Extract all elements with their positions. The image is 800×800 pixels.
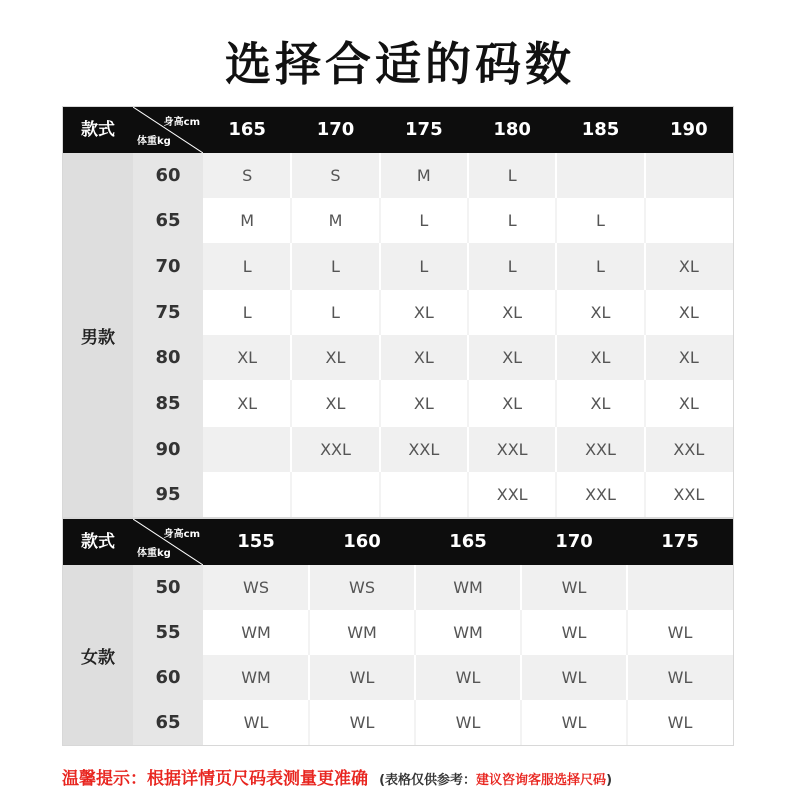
size-cell: L xyxy=(242,303,252,322)
size-cell: XL xyxy=(413,303,434,322)
column-divider xyxy=(520,655,522,700)
column-divider xyxy=(379,427,381,472)
column-divider xyxy=(379,290,381,335)
size-cell: S xyxy=(330,166,341,185)
column-divider xyxy=(467,335,469,380)
column-divider xyxy=(379,335,381,380)
men-size-table xyxy=(62,106,734,518)
header-style-label: 款式 xyxy=(81,120,115,140)
size-cell: WS xyxy=(349,578,375,597)
height-header-2: 165 xyxy=(449,531,487,552)
column-divider xyxy=(290,243,292,290)
women-header-row xyxy=(63,519,733,565)
column-divider xyxy=(290,290,292,335)
column-divider xyxy=(467,380,469,427)
footer-note-open: (表格仅供参考： xyxy=(379,773,477,788)
header-weight-label: 体重kg xyxy=(137,548,171,559)
column-divider xyxy=(520,700,522,745)
column-divider xyxy=(626,700,628,745)
size-cell: XXL xyxy=(585,485,616,504)
size-cell: WL xyxy=(561,578,587,597)
size-cell: M xyxy=(416,166,431,185)
size-cell: XXL xyxy=(585,440,616,459)
size-cell: WL xyxy=(349,713,375,732)
weight-cell: 75 xyxy=(155,302,181,323)
size-cell xyxy=(203,472,291,517)
weight-cell: 60 xyxy=(155,667,181,688)
height-header-3: 170 xyxy=(555,531,593,552)
column-divider xyxy=(644,153,646,198)
footer-tip-text: 温馨提示：根据详情页尺码表测量更准确 xyxy=(62,769,368,789)
size-cell: L xyxy=(242,257,252,276)
table-row xyxy=(203,153,733,198)
size-cell: L xyxy=(507,166,517,185)
column-divider xyxy=(626,655,628,700)
column-divider xyxy=(555,335,557,380)
weight-cell: 65 xyxy=(155,210,181,231)
women-size-table xyxy=(62,518,734,746)
size-cell: XL xyxy=(237,348,258,367)
size-cell: WL xyxy=(243,713,269,732)
size-cell xyxy=(645,198,733,243)
size-cell xyxy=(291,472,379,517)
size-cell: XL xyxy=(678,303,699,322)
weight-cell: 50 xyxy=(155,577,181,598)
column-divider xyxy=(379,153,381,198)
column-divider xyxy=(414,700,416,745)
column-divider xyxy=(644,198,646,243)
size-cell: XL xyxy=(502,394,523,413)
size-cell: XXL xyxy=(496,440,528,459)
table-row xyxy=(203,610,733,655)
size-cell: M xyxy=(328,211,343,230)
size-cell: L xyxy=(507,211,517,230)
size-cell: WL xyxy=(561,668,587,687)
table-row xyxy=(203,198,733,243)
column-divider xyxy=(308,565,310,610)
size-cell: XL xyxy=(237,394,258,413)
table-row xyxy=(203,565,733,610)
weight-cell: 55 xyxy=(155,622,181,643)
column-divider xyxy=(644,290,646,335)
size-cell: WM xyxy=(347,623,377,642)
size-cell: WL xyxy=(349,668,375,687)
column-divider xyxy=(414,565,416,610)
footer-note-advice: 建议咨询客服选择尺码 xyxy=(476,773,607,788)
size-cell xyxy=(627,565,733,610)
header-height-label: 身高cm xyxy=(163,529,200,540)
size-cell xyxy=(380,472,468,517)
column-divider xyxy=(467,198,469,243)
column-divider xyxy=(467,243,469,290)
size-cell: WL xyxy=(561,713,587,732)
height-header-1: 160 xyxy=(343,531,381,552)
men-weight-column xyxy=(133,153,203,517)
table-row xyxy=(203,290,733,335)
size-cell: XXL xyxy=(673,485,705,504)
column-divider xyxy=(644,335,646,380)
column-divider xyxy=(379,243,381,290)
size-cell: L xyxy=(331,303,340,322)
column-divider xyxy=(644,380,646,427)
column-divider xyxy=(414,655,416,700)
header-height-label: 身高cm xyxy=(163,117,200,128)
height-header-1: 170 xyxy=(316,119,355,140)
column-divider xyxy=(290,335,292,380)
height-header-0: 155 xyxy=(237,531,275,552)
height-header-4: 185 xyxy=(581,119,620,140)
column-divider xyxy=(555,427,557,472)
column-divider xyxy=(308,655,310,700)
height-header-4: 175 xyxy=(661,531,699,552)
height-header-0: 165 xyxy=(228,119,266,140)
column-divider xyxy=(520,610,522,655)
column-divider xyxy=(467,427,469,472)
table-row xyxy=(203,472,733,517)
size-cell: M xyxy=(240,211,255,230)
height-header-5: 190 xyxy=(670,119,708,140)
size-cell: WL xyxy=(667,713,693,732)
column-divider xyxy=(626,610,628,655)
table-row xyxy=(203,243,733,290)
size-cell: L xyxy=(596,257,605,276)
size-cell: L xyxy=(507,257,517,276)
column-divider xyxy=(379,472,381,517)
women-weight-column xyxy=(133,565,203,745)
column-divider xyxy=(644,243,646,290)
column-divider xyxy=(555,243,557,290)
size-cell: WM xyxy=(453,578,483,597)
column-divider xyxy=(644,427,646,472)
size-cell: XL xyxy=(678,394,699,413)
header-diagonal-cell xyxy=(133,519,203,565)
weight-cell: 95 xyxy=(155,484,181,505)
size-cell: WL xyxy=(667,668,693,687)
size-cell: XL xyxy=(413,348,434,367)
size-cell: XL xyxy=(590,303,611,322)
size-cell: L xyxy=(419,211,429,230)
weight-cell: 60 xyxy=(155,165,181,186)
column-divider xyxy=(555,198,557,243)
size-cell: WM xyxy=(453,623,483,642)
size-cell: S xyxy=(242,166,253,185)
weight-cell: 80 xyxy=(155,347,181,368)
footer-tip xyxy=(62,764,782,789)
size-cell: XL xyxy=(678,348,699,367)
size-cell: XL xyxy=(325,394,346,413)
size-cell: WM xyxy=(241,668,271,687)
size-cell xyxy=(645,153,733,198)
column-divider xyxy=(555,472,557,517)
size-cell: XL xyxy=(590,394,611,413)
weight-cell: 70 xyxy=(155,256,181,277)
size-cell: XL xyxy=(678,257,699,276)
weight-cell: 85 xyxy=(155,393,181,414)
size-cell: L xyxy=(331,257,340,276)
women-category-label: 女款 xyxy=(63,565,133,745)
column-divider xyxy=(290,380,292,427)
column-divider xyxy=(308,610,310,655)
column-divider xyxy=(555,153,557,198)
column-divider xyxy=(467,290,469,335)
column-divider xyxy=(290,198,292,243)
weight-cell: 90 xyxy=(155,439,181,460)
column-divider xyxy=(644,472,646,517)
table-row xyxy=(203,380,733,427)
size-cell: WM xyxy=(241,623,271,642)
size-cell xyxy=(556,153,644,198)
table-row xyxy=(203,427,733,472)
column-divider xyxy=(379,198,381,243)
size-cell: XL xyxy=(325,348,346,367)
column-divider xyxy=(555,290,557,335)
column-divider xyxy=(290,427,292,472)
column-divider xyxy=(290,472,292,517)
weight-cell: 65 xyxy=(155,712,181,733)
footer-note xyxy=(379,773,612,788)
table-row xyxy=(203,700,733,745)
size-cell: WL xyxy=(667,623,693,642)
table-row xyxy=(203,655,733,700)
page-title: 选择合适的码数 xyxy=(225,37,575,91)
header-style-label: 款式 xyxy=(81,532,115,552)
header-diagonal-cell xyxy=(133,107,203,153)
size-cell: WL xyxy=(561,623,587,642)
size-cell: WS xyxy=(243,578,269,597)
men-header-row xyxy=(63,107,733,153)
column-divider xyxy=(626,565,628,610)
size-cell: WL xyxy=(455,668,481,687)
column-divider xyxy=(308,700,310,745)
height-header-3: 180 xyxy=(493,119,531,140)
column-divider xyxy=(555,380,557,427)
size-cell: L xyxy=(596,211,605,230)
size-cell: XL xyxy=(413,394,434,413)
size-cell: WL xyxy=(455,713,481,732)
height-header-2: 175 xyxy=(405,119,443,140)
size-cell: XXL xyxy=(673,440,705,459)
column-divider xyxy=(290,153,292,198)
size-cell: XXL xyxy=(496,485,528,504)
column-divider xyxy=(379,380,381,427)
column-divider xyxy=(414,610,416,655)
column-divider xyxy=(467,153,469,198)
size-cell: XL xyxy=(502,303,523,322)
size-cell: XL xyxy=(502,348,523,367)
footer-note-close: ) xyxy=(606,773,613,788)
size-cell: L xyxy=(419,257,429,276)
size-cell: XL xyxy=(590,348,611,367)
size-cell: XXL xyxy=(408,440,440,459)
table-row xyxy=(203,335,733,380)
size-cell: XXL xyxy=(320,440,351,459)
size-cell xyxy=(203,427,291,472)
column-divider xyxy=(520,565,522,610)
men-category-label: 男款 xyxy=(63,153,133,517)
column-divider xyxy=(467,472,469,517)
header-weight-label: 体重kg xyxy=(137,136,171,147)
